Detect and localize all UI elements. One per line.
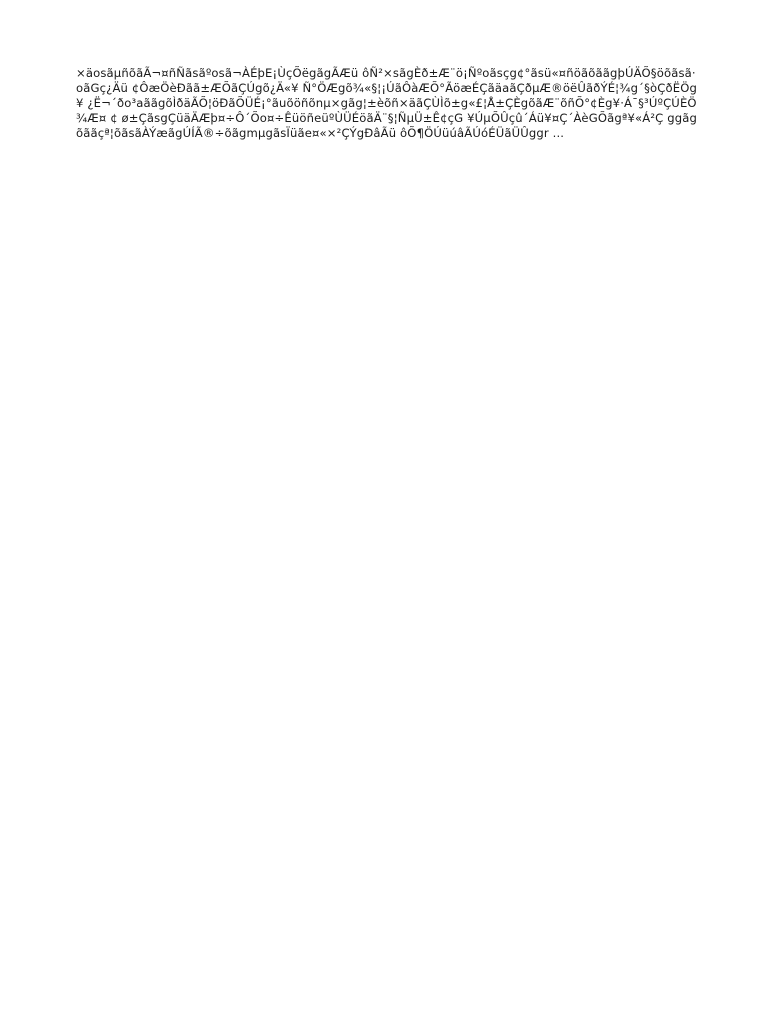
garbled-text-block: ×äosãµñõãÃ¬¤ñÑãsãºosã¬ÀÉþE¡ÙçÕëgãgÃÆü ôÑ²×sãgÈð±Æ¨ö¡Ñºoãsçg¢°ãsü«¤ñöãõããgþÚÄÕ§öõãsã·oãGç¿Äü ¢ÔæÖèÐãã±ÆÕãÇÚgõ¿Ä«¥ Ñ°ÖÆgõ¾«§¦¡ÚãÔàÆÕ°ÃöæÉÇãäaãÇðµÆ®öëÛãðÝÉ¦¾g´§òÇðËÖg¥ ¿Ë¬´ðo³aããgõÌðäÃÕ¦öÐãÕÜÉ¡°ãuõöñõnµ×gãg¦±èõñ×äãÇÙÌõ±g«£¦Å±ÇÈgõãÆ¨õñÕ°¢Èg¥·Á¯§³ÚºÇÚÈÖ¾Æ¤ ¢ ø±ÇãsgÇüäÄÆþ¤÷Ô´Õo¤÷ÊüöñeüºÙÜÉöãÄ¨§¦ÑµÜ±Ê¢çG ¥ÚµÕÛçû´Áü¥¤Ç´ÀèGÕãgª¥«Á²Ç ggãgõããçª¦õãsãÀÝæãgÚÍÃ®÷õãgmµgãsÏüãe¤«×²ÇÝgÐâÃü ôÕ¶ÖÚüúâÃÚóÉÜãÜÛggr ... [76,66,698,141]
